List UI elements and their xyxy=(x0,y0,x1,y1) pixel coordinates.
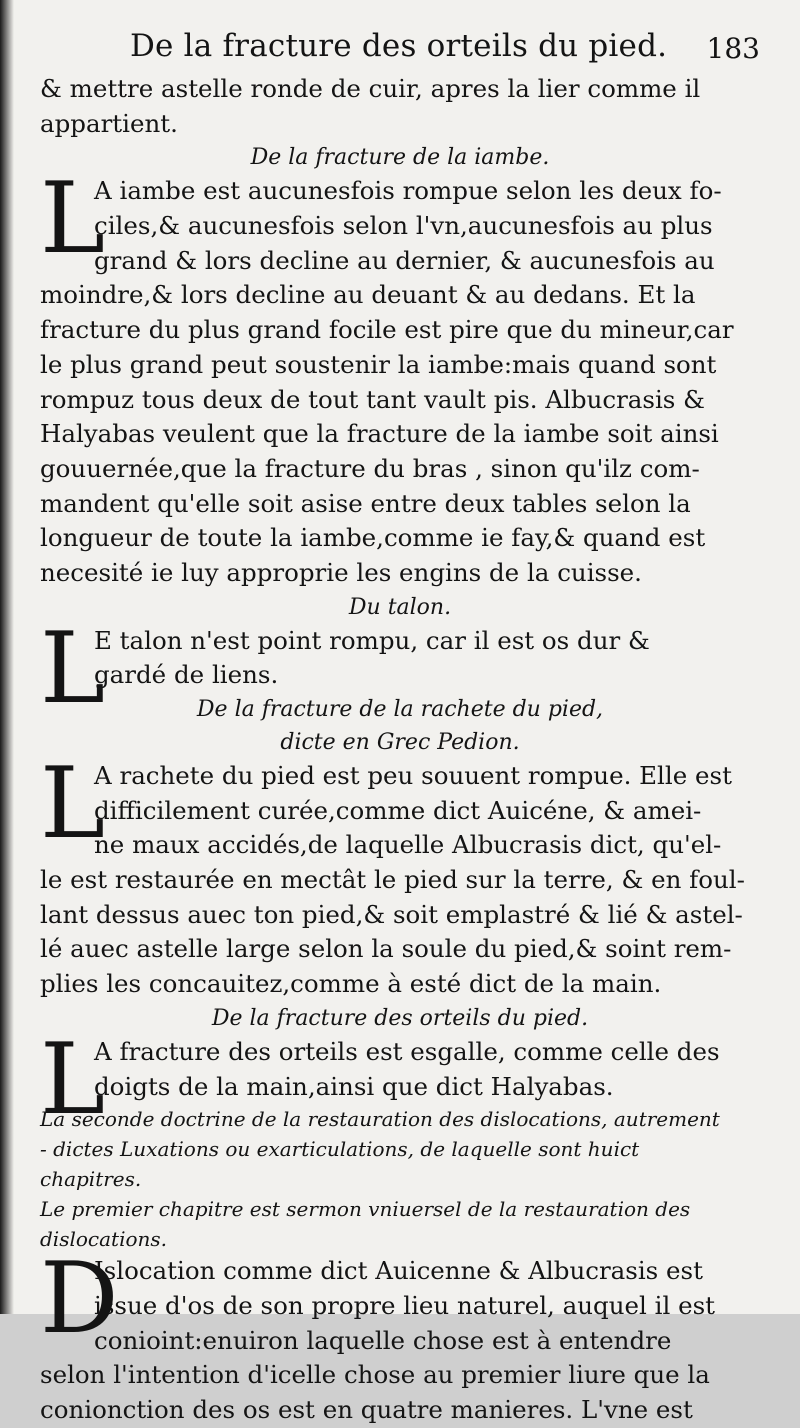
text-line: difficilement curée,comme dict Auicéne, & amei- xyxy=(94,795,702,825)
drop-cap: L xyxy=(40,747,106,861)
text-line: A rachete du pied est peu souuent rompue. Elle est xyxy=(94,761,732,790)
text-line: conioint:enuiron laquelle chose est à entendre xyxy=(94,1325,672,1355)
section-rachete xyxy=(40,747,760,1002)
text-line: mandent qu'elle soit asise entre deux tables selon la xyxy=(40,488,691,518)
text-line: doigts de la main,ainsi que dict Halyabas. xyxy=(94,1071,614,1101)
text-line: E talon n'est point rompu, car il est os dur & xyxy=(94,625,650,655)
section-dislocation xyxy=(40,1242,760,1427)
text-line: grand & lors decline au dernier, & aucunesfois au xyxy=(94,245,715,275)
text-line: moindre,& lors decline au deuant & au dedans. Et la xyxy=(40,280,696,310)
drop-cap: D xyxy=(40,1242,119,1357)
text-line: A fracture des orteils est esgalle, comme celle des xyxy=(94,1036,720,1066)
text-line: issue d'os de son propre lieu naturel, auquel il est xyxy=(94,1290,715,1320)
text-line: plies les concauitez,comme à esté dict de la main. xyxy=(40,969,662,999)
chapter-heading: dislocations. xyxy=(40,1227,168,1252)
page-header xyxy=(40,28,760,72)
page-number: 183 xyxy=(706,32,760,65)
section-heading-talon: Du talon. xyxy=(348,594,452,620)
text-line: rompuz tous deux de tout tant vault pis. Albucrasis & xyxy=(40,384,705,414)
text-line: le est restaurée en mectât le pied sur la terre, & en foul- xyxy=(40,865,745,895)
text-line: gardé de liens. xyxy=(94,660,279,690)
section-heading-rachete: De la fracture de la rachete du pied, xyxy=(196,697,604,722)
chapter-heading: Le premier chapitre est sermon vniuersel de la restauration des xyxy=(40,1197,691,1222)
text-line: Islocation comme dict Auicenne & Albucrasis est xyxy=(94,1256,703,1286)
running-head: De la fracture des orteils du pied. xyxy=(130,28,668,64)
text-line: ne maux accidés,de laquelle Albucrasis dict, qu'el- xyxy=(94,830,722,860)
drop-cap: L xyxy=(40,162,106,277)
text-line: ciles,& aucunesfois selon l'vn,aucunesfois au plus xyxy=(94,211,713,241)
text-line: A iambe est aucunesfois rompue selon les deux fo- xyxy=(94,176,722,206)
drop-cap: L xyxy=(40,611,106,726)
section-jambe xyxy=(40,162,760,590)
text-line: necesité ie luy approprie les engins de la cuisse. xyxy=(40,557,642,587)
section-heading-orteils: De la fracture des orteils du pied. xyxy=(211,1005,589,1031)
doctrine-heading: La seconde doctrine de la restauration des dislocations, autrement xyxy=(40,1107,720,1132)
text-line: conionction des os est en quatre manieres. L'vne est xyxy=(40,1394,693,1424)
text-line: lé auec astelle large selon la soule du pied,& soint rem- xyxy=(40,934,732,964)
doctrine-heading: chapitres. xyxy=(40,1167,142,1192)
text-line: lant dessus auec ton pied,& soit emplastré & lié & astel- xyxy=(40,899,743,929)
section-heading-jambe: De la fracture de la iambe. xyxy=(250,145,550,171)
text-line: gouuernée,que la fracture du bras , sinon qu'ilz com- xyxy=(40,453,700,483)
text-line: Halyabas veulent que la fracture de la iambe soit ainsi xyxy=(40,419,719,449)
section-heading-rachete-sub: dicte en Grec Pedion. xyxy=(280,730,520,755)
text-line: longueur de toute la iambe,comme ie fay,& quand est xyxy=(40,523,706,553)
text-line: fracture du plus grand focile est pire que du mineur,car xyxy=(40,315,734,345)
text-line: & mettre astelle ronde de cuir, apres la lier comme il xyxy=(40,74,701,103)
text-line: le plus grand peut soustenir la iambe:mais quand sont xyxy=(40,349,717,379)
binding-shadow xyxy=(0,0,14,1314)
doctrine-heading: - dictes Luxations ou exarticulations, de laquelle sont huict xyxy=(40,1137,640,1162)
drop-cap: L xyxy=(40,1022,106,1137)
text-line: selon l'intention d'icelle chose au premier liure que la xyxy=(40,1360,710,1390)
text-line: appartient. xyxy=(40,108,178,138)
